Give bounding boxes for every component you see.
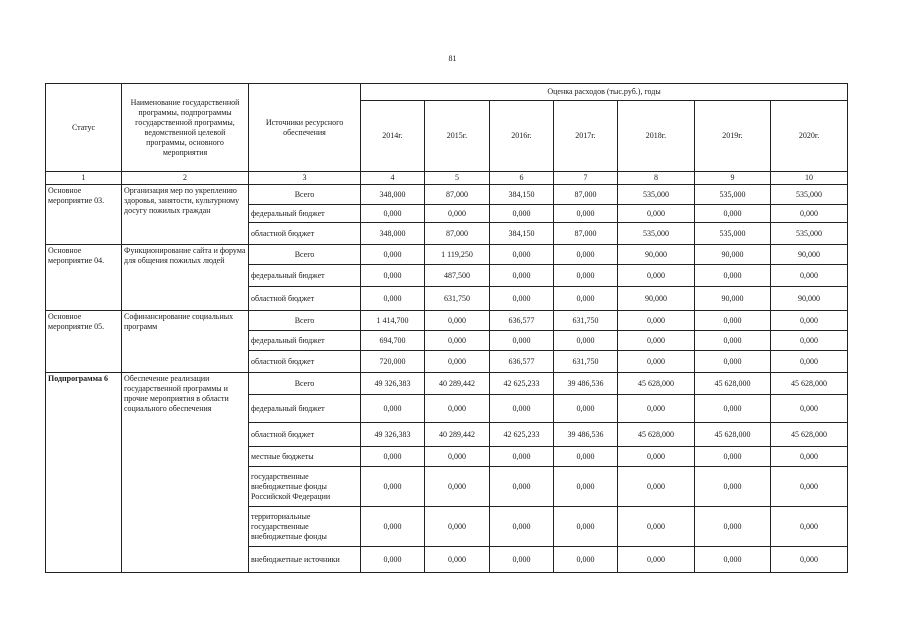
value-cell: 384,150	[490, 223, 554, 245]
name-cell: Организация мер по укреплению здоровья, занятости, культурному досугу пожилых граждан	[122, 185, 249, 245]
year-header: 2016г.	[490, 101, 554, 172]
source-cell: территориальные государственные внебюджетные фонды	[249, 507, 361, 547]
value-cell: 348,000	[361, 185, 425, 205]
header-estimate: Оценка расходов (тыс.руб.), годы	[361, 84, 848, 101]
source-cell: федеральный бюджет	[249, 265, 361, 287]
status-cell: Основное мероприятие 04.	[46, 245, 122, 311]
budget-table	[45, 83, 848, 573]
value-cell: 87,000	[554, 223, 618, 245]
value-cell: 0,000	[771, 547, 848, 573]
value-cell: 0,000	[695, 507, 771, 547]
page-number: 81	[448, 54, 457, 63]
value-cell: 40 289,442	[425, 373, 490, 395]
value-cell: 0,000	[425, 447, 490, 467]
value-cell: 0,000	[618, 205, 695, 223]
year-header: 2020г.	[771, 101, 848, 172]
column-number: 2	[122, 172, 249, 185]
value-cell: 45 628,000	[618, 423, 695, 447]
value-cell: 0,000	[695, 351, 771, 373]
value-cell: 348,000	[361, 223, 425, 245]
source-cell: областной бюджет	[249, 223, 361, 245]
value-cell: 49 326,383	[361, 373, 425, 395]
status-cell: Основное мероприятие 05.	[46, 311, 122, 373]
value-cell: 0,000	[554, 265, 618, 287]
value-cell: 0,000	[361, 447, 425, 467]
column-number: 4	[361, 172, 425, 185]
year-header: 2018г.	[618, 101, 695, 172]
header-name: Наименование государственной программы, подпрограммы государственной программы, ведомственной целевой программы, основного мероприятия	[122, 84, 249, 172]
year-header: 2015г.	[425, 101, 490, 172]
source-cell: федеральный бюджет	[249, 205, 361, 223]
source-cell: Всего	[249, 185, 361, 205]
source-cell: Всего	[249, 311, 361, 331]
value-cell: 0,000	[618, 507, 695, 547]
value-cell: 0,000	[425, 351, 490, 373]
column-number-row	[46, 172, 848, 185]
value-cell: 0,000	[490, 205, 554, 223]
value-cell: 49 326,383	[361, 423, 425, 447]
name-cell: Функционирование сайта и форума для общения пожилых людей	[122, 245, 249, 311]
value-cell: 0,000	[361, 467, 425, 507]
column-number: 3	[249, 172, 361, 185]
value-cell: 87,000	[425, 185, 490, 205]
value-cell: 0,000	[425, 507, 490, 547]
value-cell: 0,000	[425, 205, 490, 223]
header-status: Статус	[46, 84, 122, 172]
name-cell: Обеспечение реализации государственной программы и прочие мероприятия в области социального обеспечения	[122, 373, 249, 573]
value-cell: 0,000	[425, 395, 490, 423]
value-cell: 0,000	[490, 395, 554, 423]
value-cell: 631,750	[554, 351, 618, 373]
value-cell: 0,000	[361, 395, 425, 423]
value-cell: 0,000	[554, 447, 618, 467]
value-cell: 0,000	[771, 265, 848, 287]
value-cell: 0,000	[490, 331, 554, 351]
value-cell: 0,000	[695, 265, 771, 287]
value-cell: 90,000	[695, 287, 771, 311]
value-cell: 0,000	[361, 507, 425, 547]
value-cell: 1 414,700	[361, 311, 425, 331]
value-cell: 0,000	[361, 205, 425, 223]
value-cell: 694,700	[361, 331, 425, 351]
value-cell: 0,000	[695, 311, 771, 331]
column-number: 8	[618, 172, 695, 185]
value-cell: 39 486,536	[554, 423, 618, 447]
value-cell: 0,000	[771, 507, 848, 547]
value-cell: 0,000	[695, 395, 771, 423]
value-cell: 0,000	[361, 265, 425, 287]
value-cell: 0,000	[554, 287, 618, 311]
status-cell: Подпрограмма 6	[46, 373, 122, 573]
value-cell: 0,000	[425, 331, 490, 351]
value-cell: 0,000	[425, 311, 490, 331]
column-number: 7	[554, 172, 618, 185]
value-cell: 0,000	[618, 311, 695, 331]
value-cell: 0,000	[771, 447, 848, 467]
value-cell: 0,000	[771, 467, 848, 507]
status-cell: Основное мероприятие 03.	[46, 185, 122, 245]
source-cell: областной бюджет	[249, 287, 361, 311]
value-cell: 636,577	[490, 351, 554, 373]
value-cell: 0,000	[618, 467, 695, 507]
value-cell: 535,000	[771, 185, 848, 205]
value-cell: 0,000	[695, 205, 771, 223]
value-cell: 0,000	[618, 265, 695, 287]
value-cell: 535,000	[695, 185, 771, 205]
value-cell: 0,000	[554, 507, 618, 547]
column-number: 6	[490, 172, 554, 185]
source-cell: государственные внебюджетные фонды Российской Федерации	[249, 467, 361, 507]
value-cell: 90,000	[695, 245, 771, 265]
value-cell: 42 625,233	[490, 373, 554, 395]
value-cell: 0,000	[361, 287, 425, 311]
name-cell: Софинансирование социальных программ	[122, 311, 249, 373]
year-header: 2017г.	[554, 101, 618, 172]
value-cell: 39 486,536	[554, 373, 618, 395]
column-number: 10	[771, 172, 848, 185]
value-cell: 90,000	[618, 287, 695, 311]
value-cell: 0,000	[771, 311, 848, 331]
value-cell: 0,000	[554, 547, 618, 573]
value-cell: 631,750	[425, 287, 490, 311]
value-cell: 0,000	[618, 547, 695, 573]
value-cell: 0,000	[695, 447, 771, 467]
value-cell: 0,000	[618, 351, 695, 373]
value-cell: 45 628,000	[695, 373, 771, 395]
value-cell: 0,000	[361, 245, 425, 265]
value-cell: 535,000	[771, 223, 848, 245]
value-cell: 720,000	[361, 351, 425, 373]
value-cell: 636,577	[490, 311, 554, 331]
value-cell: 0,000	[490, 547, 554, 573]
value-cell: 42 625,233	[490, 423, 554, 447]
column-number: 5	[425, 172, 490, 185]
value-cell: 0,000	[618, 447, 695, 467]
value-cell: 0,000	[425, 547, 490, 573]
value-cell: 90,000	[771, 287, 848, 311]
table-row	[46, 185, 848, 205]
source-cell: федеральный бюджет	[249, 395, 361, 423]
value-cell: 0,000	[554, 245, 618, 265]
table-body	[46, 185, 848, 573]
value-cell: 45 628,000	[618, 373, 695, 395]
value-cell: 0,000	[618, 331, 695, 351]
value-cell: 0,000	[490, 447, 554, 467]
value-cell: 0,000	[425, 467, 490, 507]
column-number: 1	[46, 172, 122, 185]
value-cell: 631,750	[554, 311, 618, 331]
value-cell: 0,000	[490, 265, 554, 287]
value-cell: 90,000	[771, 245, 848, 265]
value-cell: 0,000	[695, 467, 771, 507]
value-cell: 45 628,000	[771, 423, 848, 447]
value-cell: 45 628,000	[771, 373, 848, 395]
source-cell: областной бюджет	[249, 423, 361, 447]
year-header: 2014г.	[361, 101, 425, 172]
value-cell: 87,000	[554, 185, 618, 205]
header-source: Источники ресурсного обеспечения	[249, 84, 361, 172]
source-cell: местные бюджеты	[249, 447, 361, 467]
source-cell: федеральный бюджет	[249, 331, 361, 351]
value-cell: 0,000	[554, 205, 618, 223]
value-cell: 0,000	[554, 467, 618, 507]
value-cell: 87,000	[425, 223, 490, 245]
table-row	[46, 245, 848, 265]
value-cell: 0,000	[554, 395, 618, 423]
value-cell: 0,000	[490, 507, 554, 547]
value-cell: 0,000	[771, 351, 848, 373]
table-row	[46, 311, 848, 331]
column-number: 9	[695, 172, 771, 185]
year-header: 2019г.	[695, 101, 771, 172]
value-cell: 45 628,000	[695, 423, 771, 447]
value-cell: 535,000	[695, 223, 771, 245]
value-cell: 487,500	[425, 265, 490, 287]
value-cell: 0,000	[771, 331, 848, 351]
source-cell: областной бюджет	[249, 351, 361, 373]
table-row	[46, 373, 848, 395]
value-cell: 0,000	[361, 547, 425, 573]
value-cell: 40 289,442	[425, 423, 490, 447]
value-cell: 0,000	[490, 287, 554, 311]
source-cell: Всего	[249, 245, 361, 265]
value-cell: 0,000	[618, 395, 695, 423]
value-cell: 0,000	[554, 331, 618, 351]
value-cell: 0,000	[695, 331, 771, 351]
value-cell: 1 119,250	[425, 245, 490, 265]
value-cell: 535,000	[618, 185, 695, 205]
value-cell: 90,000	[618, 245, 695, 265]
source-cell: Всего	[249, 373, 361, 395]
value-cell: 535,000	[618, 223, 695, 245]
value-cell: 0,000	[695, 547, 771, 573]
value-cell: 0,000	[771, 395, 848, 423]
value-cell: 0,000	[771, 205, 848, 223]
value-cell: 0,000	[490, 245, 554, 265]
source-cell: внебюджетные источники	[249, 547, 361, 573]
value-cell: 0,000	[490, 467, 554, 507]
value-cell: 384,150	[490, 185, 554, 205]
